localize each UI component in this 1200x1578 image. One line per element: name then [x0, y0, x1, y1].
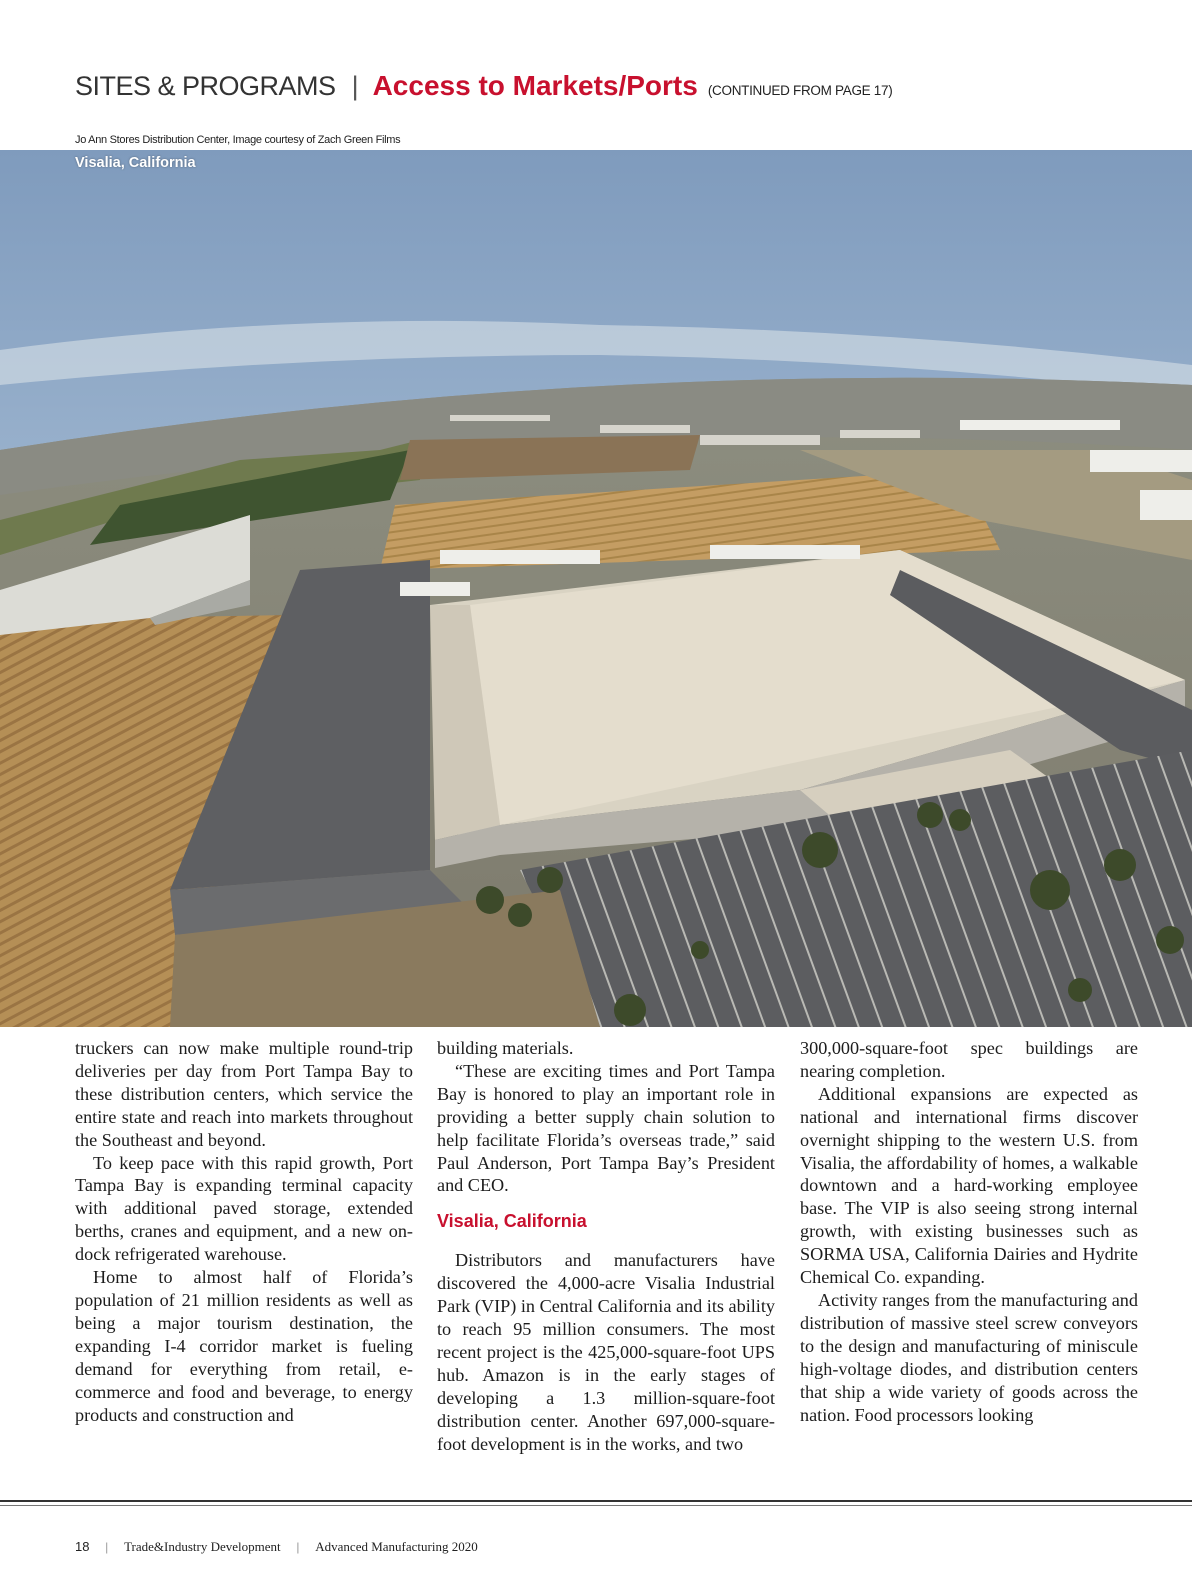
paragraph: Distributors and manufacturers have discovered the 4,000-acre Visalia Industrial Park (VIP) in Central California and its ability to reach 95 million consumers. The most recent project is the 425,000-square-foot UPS hub. Amazon is in the early stages of developing a 1.3 million-square-foot distribution center. Another 697,000-square-foot development is in the works, and two — [437, 1250, 775, 1454]
page-header — [75, 70, 1155, 110]
page-number: 18 — [75, 1539, 90, 1554]
quote-paragraph: “These are exciting times and Port Tampa Bay is honored to play an important role in providing a better supply chain solution to help facilitate Florida’s overseas trade,” said Paul Anderson, Port Tampa Bay’s President and CEO. — [437, 1060, 775, 1196]
article-title: Access to Markets/Ports — [372, 70, 698, 101]
article-body — [75, 1037, 1138, 1477]
photo-location-caption: Visalia, California — [75, 155, 196, 171]
paragraph: Additional expansions are expected as national and international firms discover overnight shipping to the western U.S. from Visalia, the affordability of homes, a walkable downtown and a hard-working employee base. The VIP is also seeing strong internal growth, with existing businesses such as SORMA USA, California Dairies and Hydrite Chemical Co. expanding. — [800, 1083, 1138, 1288]
column-1 — [75, 1037, 413, 1426]
paragraph: building materials. — [437, 1038, 574, 1058]
continued-note: (CONTINUED FROM PAGE 17) — [707, 83, 893, 98]
header-separator: | — [351, 71, 359, 101]
column-3 — [800, 1037, 1138, 1426]
paragraph: 300,000-square-foot spec buildings are nearing completion. — [800, 1038, 1138, 1081]
section-label: SITES & PROGRAMS — [75, 71, 336, 101]
column-2 — [437, 1037, 775, 1455]
footer-rule — [0, 1500, 1192, 1502]
publication-name: Trade&Industry Development — [124, 1539, 281, 1554]
page-footer — [75, 1539, 478, 1559]
paragraph: To keep pace with this rapid growth, Port Tampa Bay is expanding terminal capacity with additional paved storage, extended berths, cranes and equipment, and a new on-dock refrigerated warehouse. — [75, 1152, 413, 1265]
aerial-photo — [0, 150, 1192, 1027]
paragraph: truckers can now make multiple round-trip deliveries per day from Port Tampa Bay to these distribution centers, which service the entire state and reach into markets throughout the Southeast and beyond. — [75, 1038, 413, 1150]
subheading: Visalia, California — [437, 1211, 587, 1232]
footer-rule-thin — [0, 1505, 1192, 1506]
footer-separator: | — [296, 1539, 300, 1554]
paragraph: Home to almost half of Florida’s population of 21 million residents as well as being a major tourism destination, the expanding I-4 corridor market is fueling demand for everything from retail, e-commerce and food and beverage, to energy products and construction and — [75, 1267, 413, 1425]
photo-credit: Jo Ann Stores Distribution Center, Image courtesy of Zach Green Films — [75, 134, 401, 146]
footer-separator: | — [105, 1539, 109, 1554]
aerial-photo-illustration — [0, 150, 1192, 1027]
paragraph: Activity ranges from the manufacturing and distribution of massive steel screw conveyors to the design and manufacturing of miniscule high-voltage diodes, and distribution centers that ship a wide variety of goods across the nation. Food processors looking — [800, 1289, 1138, 1425]
issue-name: Advanced Manufacturing 2020 — [315, 1539, 478, 1554]
